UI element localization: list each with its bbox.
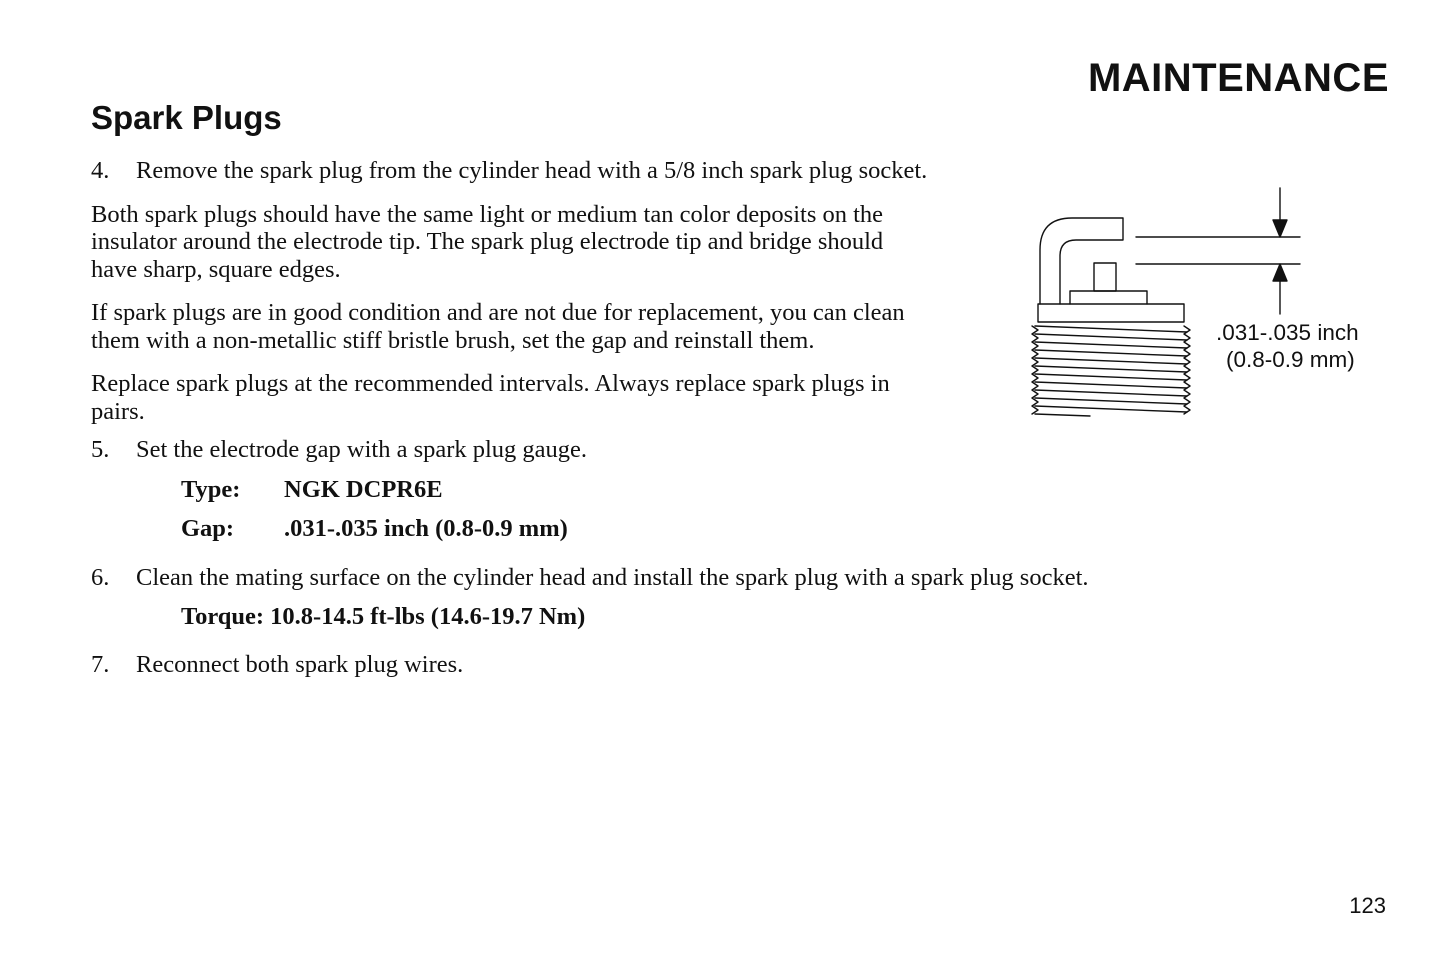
narrow-column <box>91 157 931 543</box>
center-electrode <box>1094 263 1116 291</box>
step-5 <box>91 436 931 464</box>
gap-arrow-bottom-head <box>1273 264 1287 281</box>
electrode-shoulder <box>1070 291 1147 304</box>
spec-type <box>181 476 931 504</box>
spec-gap-label: Gap: <box>181 515 235 542</box>
thread-lines <box>1032 326 1190 416</box>
spec-type-label: Type: <box>181 475 241 503</box>
step-number: 4. <box>91 157 110 184</box>
step-number: 6. <box>91 563 110 591</box>
step-text: Remove the spark plug from the cylinder head with a 5/8 inch spark plug socket. <box>136 157 928 184</box>
paragraph-cleaning: If spark plugs are in good condition and are not due for replacement, you can clean them with a non-metallic stiff bristle brush, set the gap and reinstall them. <box>91 299 905 354</box>
step-text: Set the electrode gap with a spark plug gauge. <box>136 436 588 463</box>
page-number: 123 <box>1349 893 1386 918</box>
step-6 <box>91 564 1291 592</box>
spark-plug-gap-diagram <box>1020 180 1410 425</box>
diagram-gap-mm-label: (0.8-0.9 mm) <box>1226 347 1355 372</box>
diagram-gap-inch-label: .031-.035 inch <box>1216 320 1359 345</box>
spec-gap-value: .031-.035 inch (0.8-0.9 mm) <box>284 515 568 542</box>
thread-body-top <box>1038 304 1184 322</box>
section-title: Spark Plugs <box>91 99 282 136</box>
spec-type-value: NGK DCPR6E <box>284 475 443 503</box>
gap-arrow-top-head <box>1273 220 1287 237</box>
step-text: Reconnect both spark plug wires. <box>136 650 464 678</box>
step-text: Clean the mating surface on the cylinder head and install the spark plug with a spark plug socket. <box>136 563 1089 591</box>
paragraph-deposits: Both spark plugs should have the same light or medium tan color deposits on the insulator around the electrode tip. The spark plug electrode tip and bridge should have sharp, square edges. <box>91 200 884 283</box>
step-4 <box>91 157 931 185</box>
chapter-heading: MAINTENANCE <box>1087 56 1389 100</box>
step-number: 5. <box>91 436 110 463</box>
spec-torque: Torque: 10.8-14.5 ft-lbs (14.6-19.7 Nm) <box>181 603 586 630</box>
spec-gap <box>181 515 931 543</box>
step-7 <box>91 651 1291 679</box>
paragraph-replacement: Replace spark plugs at the recommended intervals. Always replace spark plugs in pairs. <box>91 370 890 425</box>
step-number: 7. <box>91 650 110 678</box>
